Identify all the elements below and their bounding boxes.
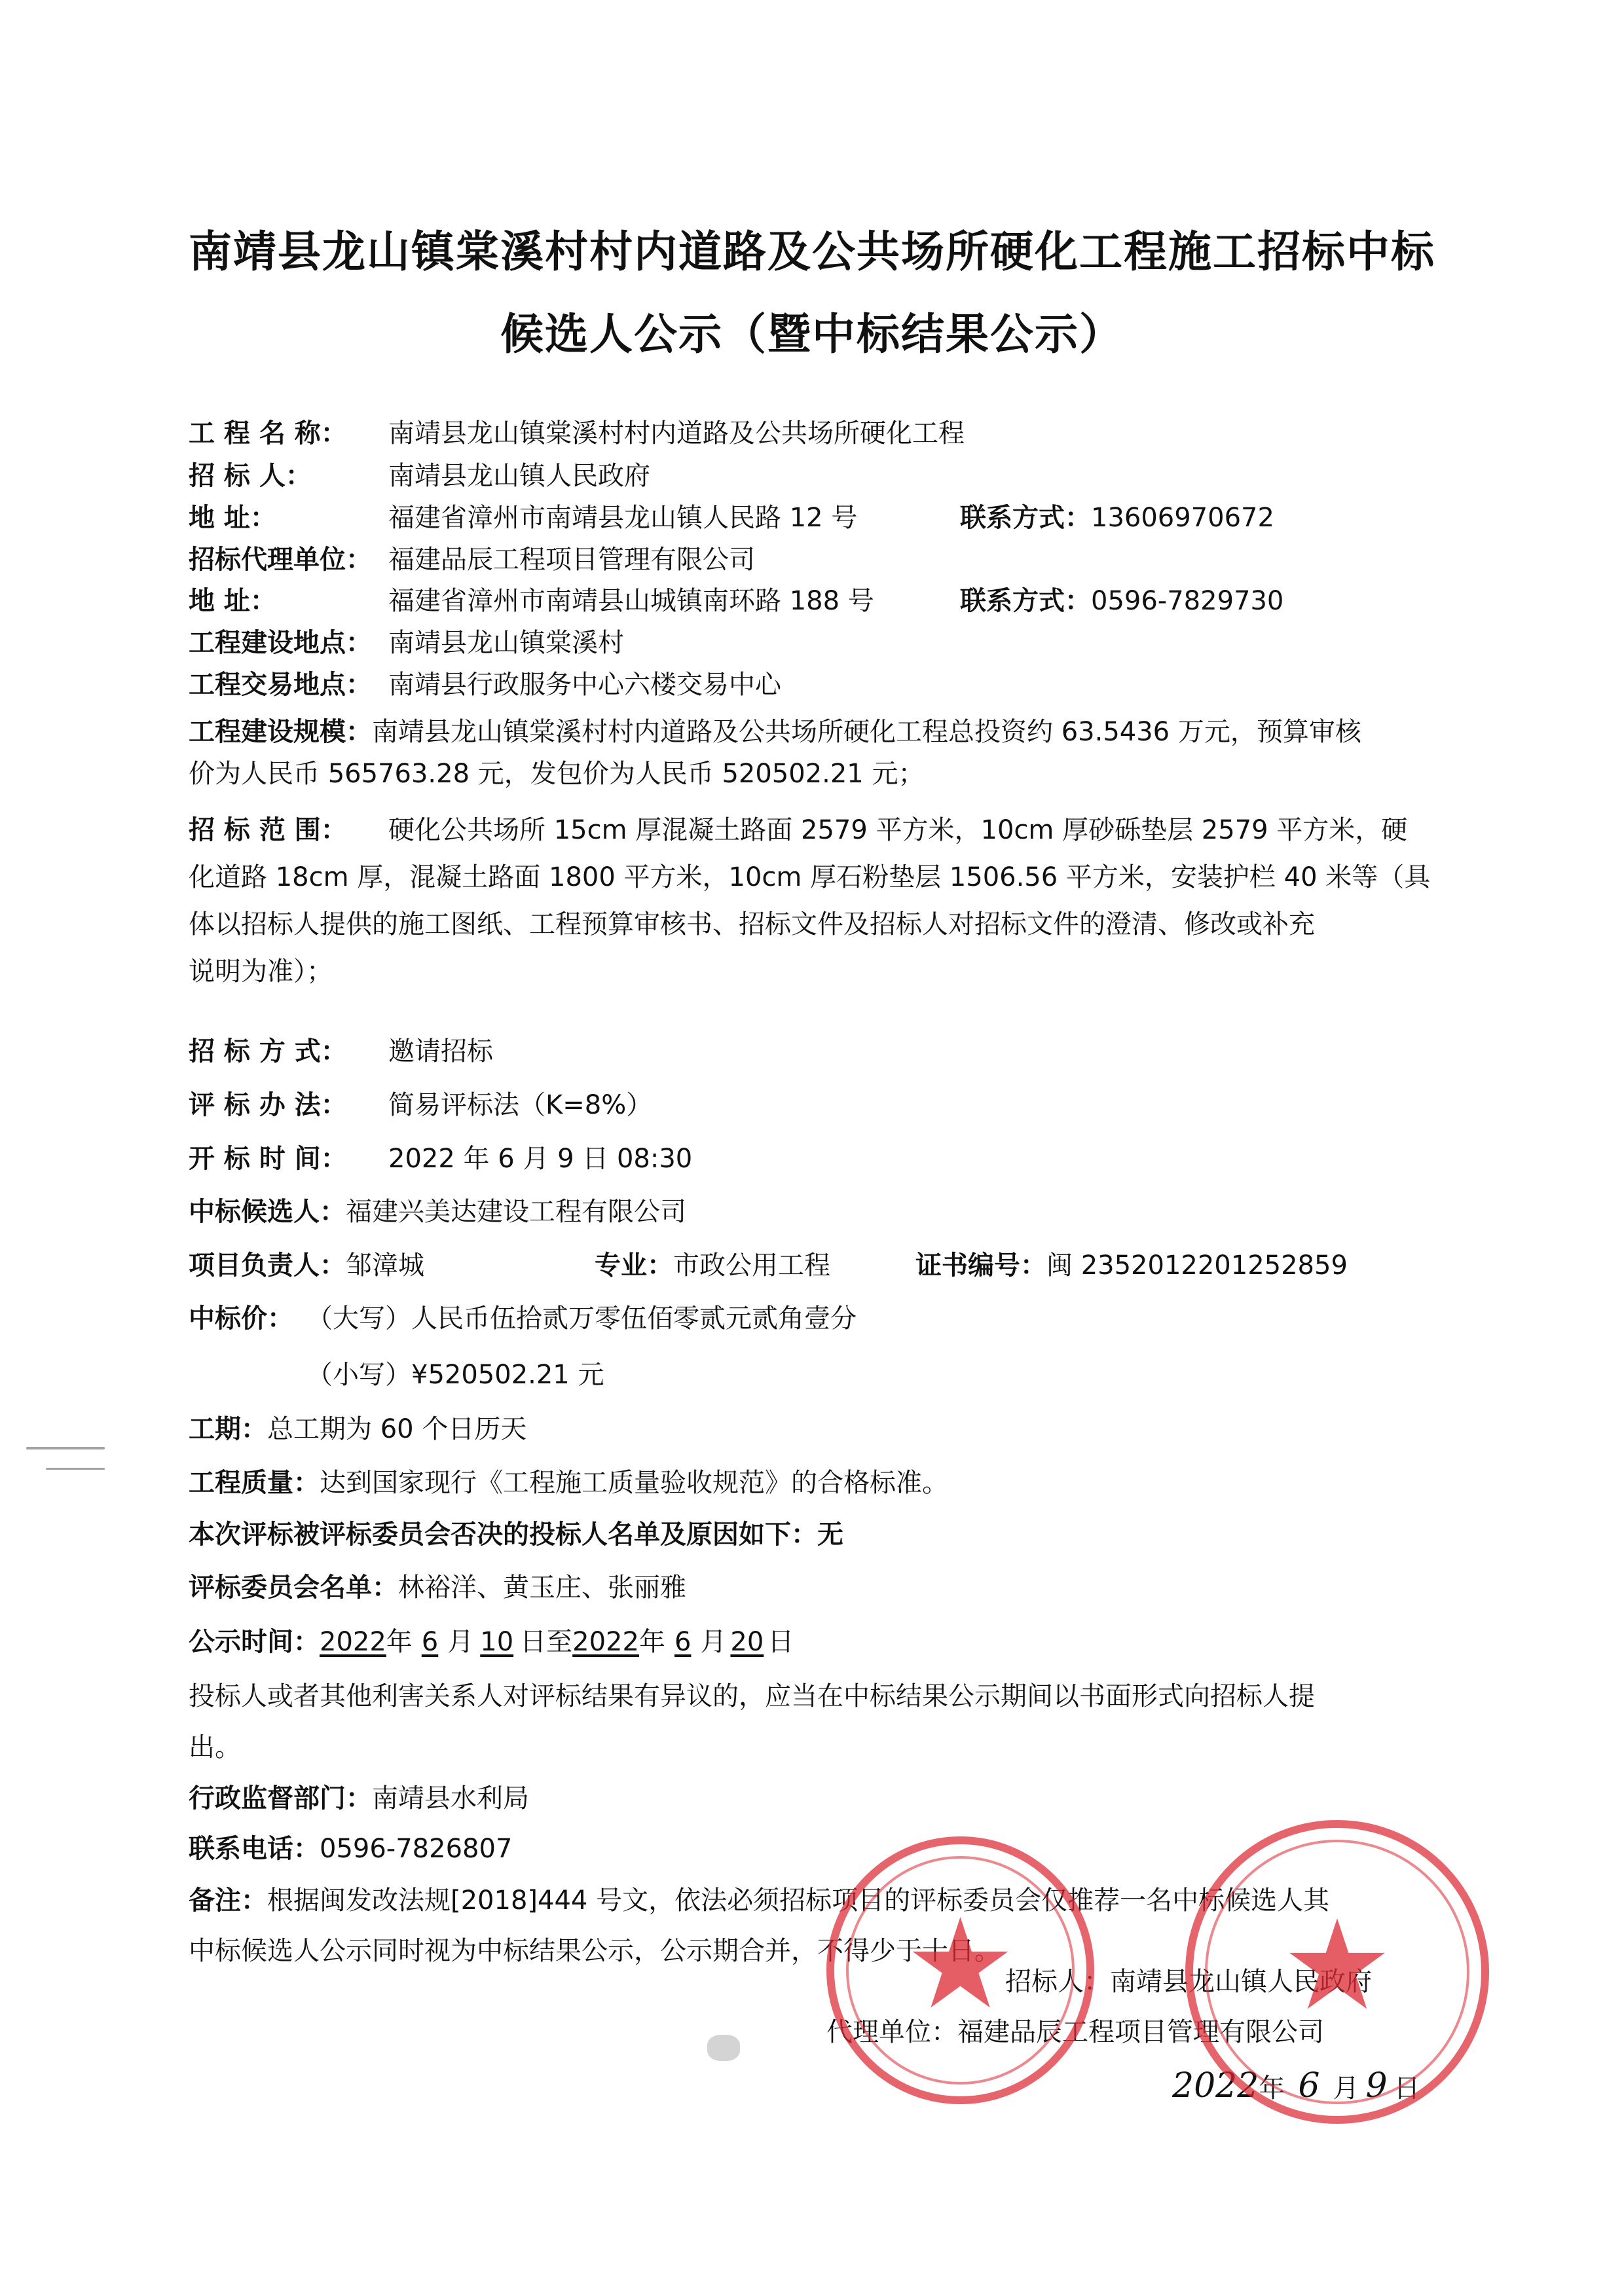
manager-value: 邹漳城 [346, 1250, 424, 1281]
signature-tenderer: 招标人：南靖县龙山镇人民政府 [1005, 1967, 1372, 1997]
trading-site-value: 南靖县行政服务中心六楼交易中心 [388, 670, 781, 700]
quality-value: 达到国家现行《工程施工质量验收规范》的合格标准。 [320, 1468, 948, 1498]
publicity-text-4: 年 [638, 1627, 665, 1657]
note-line-2: 中标候选人公示同时视为中标结果公示，公示期合并，不得少于十日。 [189, 1936, 1001, 1966]
objection-line-1: 投标人或者其他利害关系人对评标结果有异议的，应当在中标结果公示期间以书面形式向招标人提 [189, 1681, 1315, 1711]
publicity-text-3: 日至 [520, 1627, 573, 1657]
signature-date-year: 2022 [1172, 2066, 1259, 2105]
quality-label: 工程质量： [189, 1468, 320, 1498]
tenderer-contact-label: 联系方式： [960, 503, 1091, 533]
major-label: 专业： [595, 1250, 673, 1281]
scale-line-1: 南靖县龙山镇棠溪村村内道路及公共场所硬化工程总投资约 63.5436 万元，预算审核 [372, 717, 1361, 747]
signature-date-text-3: 日 [1393, 2073, 1420, 2104]
opening-label: 开 标 时 间： [189, 1144, 347, 1174]
opening-row [189, 1146, 692, 1172]
scope-line-4: 说明为准）； [189, 957, 333, 987]
price-numeric: （小写）¥520502.21 元 [306, 1360, 604, 1390]
agency-row [189, 547, 755, 573]
scan-mark-1 [26, 1447, 105, 1449]
major-value: 市政公用工程 [673, 1250, 830, 1281]
agency-value: 福建品辰工程项目管理有限公司 [388, 545, 755, 575]
scope-line-2: 化道路 18cm 厚，混凝土路面 1800 平方米，10cm 厚石粉垫层 1506.56 平方米，安装护栏 40 米等（具 [189, 862, 1431, 892]
publicity-label: 公示时间： [189, 1627, 320, 1657]
project-name-value: 南靖县龙山镇棠溪村村内道路及公共场所硬化工程 [388, 418, 965, 448]
trading-site-label: 工程交易地点： [189, 670, 372, 700]
phone-row [189, 1836, 512, 1862]
method-value: 邀请招标 [388, 1036, 493, 1066]
tenderer-seal-star-icon: ★ [1281, 1893, 1393, 2038]
scope-row [189, 817, 1407, 843]
agency-address-value: 福建省漳州市南靖县山城镇南环路 188 号 [388, 586, 874, 616]
publicity-start-day: 10 [480, 1627, 514, 1657]
candidate-value: 福建兴美达建设工程有限公司 [346, 1197, 686, 1227]
candidate-label: 中标候选人： [189, 1197, 346, 1227]
document-title-line-1: 南靖县龙山镇棠溪村村内道路及公共场所硬化工程施工招标中标 [189, 227, 1435, 277]
supervision-label: 行政监督部门： [189, 1783, 372, 1813]
agency-contact-value: 0596-7829730 [1091, 586, 1284, 616]
signature-date-month: 6 [1298, 2066, 1320, 2105]
phone-value: 0596-7826807 [320, 1834, 513, 1864]
publicity-text-1: 年 [386, 1627, 413, 1657]
agency-label: 招标代理单位： [189, 545, 372, 575]
quality-row [189, 1470, 948, 1496]
manager-label: 项目负责人： [189, 1250, 346, 1281]
manager-row [189, 1252, 1498, 1279]
supervision-row [189, 1785, 529, 1812]
agency-contact-label: 联系方式： [960, 586, 1091, 616]
opening-value: 2022 年 6 月 9 日 08:30 [388, 1144, 693, 1174]
agency-address-label: 地 址： [189, 586, 276, 616]
publicity-end-day: 20 [730, 1627, 764, 1657]
note-label: 备注： [189, 1886, 267, 1916]
publicity-text-2: 月 [447, 1627, 474, 1657]
signature-date-day: 9 [1365, 2066, 1388, 2105]
scope-line-1: 硬化公共场所 15cm 厚混凝土路面 2579 平方米，10cm 厚砂砾垫层 2579 平方米，硬 [388, 815, 1408, 845]
tenderer-address-label: 地 址： [189, 503, 276, 533]
signature-agency: 代理单位：福建品辰工程项目管理有限公司 [826, 2017, 1324, 2047]
objection-line-2: 出。 [189, 1732, 241, 1762]
construction-site-value: 南靖县龙山镇棠溪村 [388, 628, 624, 658]
duration-row [189, 1416, 526, 1442]
evaluation-row [189, 1092, 652, 1118]
phone-label: 联系电话： [189, 1834, 320, 1864]
publicity-start-month: 6 [421, 1627, 439, 1657]
tenderer-contact-value: 13606970672 [1091, 503, 1274, 533]
price-capital: （大写）人民币伍拾贰万零伍佰零贰元贰角壹分 [306, 1303, 857, 1334]
tenderer-value: 南靖县龙山镇人民政府 [388, 461, 650, 491]
note-line-1: 根据闽发改法规[2018]444 号文，依法必须招标项目的评标委员会仅推荐一名中标候选人其 [267, 1886, 1330, 1916]
cert-value: 闽 2352012201252859 [1046, 1250, 1348, 1281]
method-label: 招 标 方 式： [189, 1036, 347, 1066]
construction-site-label: 工程建设地点： [189, 628, 372, 658]
publicity-row [189, 1629, 794, 1655]
evaluation-label: 评 标 办 法： [189, 1090, 347, 1120]
scope-line-3: 体以招标人提供的施工图纸、工程预算审核书、招标文件及招标人对招标文件的澄清、修改或补充 [189, 909, 1315, 939]
publicity-text-6: 日 [767, 1627, 794, 1657]
tenderer-label: 招 标 人： [189, 461, 312, 491]
trading-site-row [189, 672, 781, 698]
signature-date-text-2: 月 [1333, 2073, 1359, 2104]
publicity-end-year: 2022 [572, 1627, 639, 1657]
publicity-start-year: 2022 [320, 1627, 386, 1657]
document-title-line-2: 候选人公示（暨中标结果公示） [500, 309, 1124, 359]
publicity-text-5: 月 [700, 1627, 727, 1657]
agency-seal-star-icon: ★ [904, 1891, 1016, 2036]
price-label: 中标价： [189, 1303, 293, 1334]
method-row [189, 1038, 493, 1065]
project-name-row [189, 420, 965, 446]
publicity-end-month: 6 [674, 1627, 692, 1657]
scan-mark-2 [46, 1468, 105, 1470]
scale-row [189, 719, 1361, 745]
rejected-bidders: 本次评标被评标委员会否决的投标人名单及原因如下：无 [189, 1520, 843, 1550]
signature-date-text-1: 年 [1259, 2073, 1285, 2104]
note-row [189, 1887, 1329, 1914]
committee-row [189, 1575, 686, 1601]
signature-date [1172, 2066, 1420, 2105]
tenderer-address-value: 福建省漳州市南靖县龙山镇人民路 12 号 [388, 503, 858, 533]
construction-site-row [189, 630, 624, 656]
tenderer-row [189, 463, 650, 489]
price-row [189, 1305, 857, 1332]
scope-label: 招 标 范 围： [189, 815, 347, 845]
scan-smudge [707, 2035, 740, 2061]
duration-value: 总工期为 60 个日历天 [267, 1414, 527, 1444]
tenderer-address-row [189, 505, 1302, 531]
supervision-value: 南靖县水利局 [372, 1783, 529, 1813]
duration-label: 工期： [189, 1414, 267, 1444]
cert-label: 证书编号： [915, 1250, 1046, 1281]
scale-label: 工程建设规模： [189, 717, 372, 747]
committee-value: 林裕洋、黄玉庄、张丽雅 [398, 1573, 686, 1603]
candidate-row [189, 1199, 686, 1225]
committee-label: 评标委员会名单： [189, 1573, 398, 1603]
evaluation-value: 简易评标法（K=8%） [388, 1090, 653, 1120]
agency-address-row [189, 588, 1302, 614]
scale-line-2: 价为人民币 565763.28 元，发包价为人民币 520502.21 元； [189, 759, 925, 789]
project-name-label: 工 程 名 称： [189, 418, 347, 448]
